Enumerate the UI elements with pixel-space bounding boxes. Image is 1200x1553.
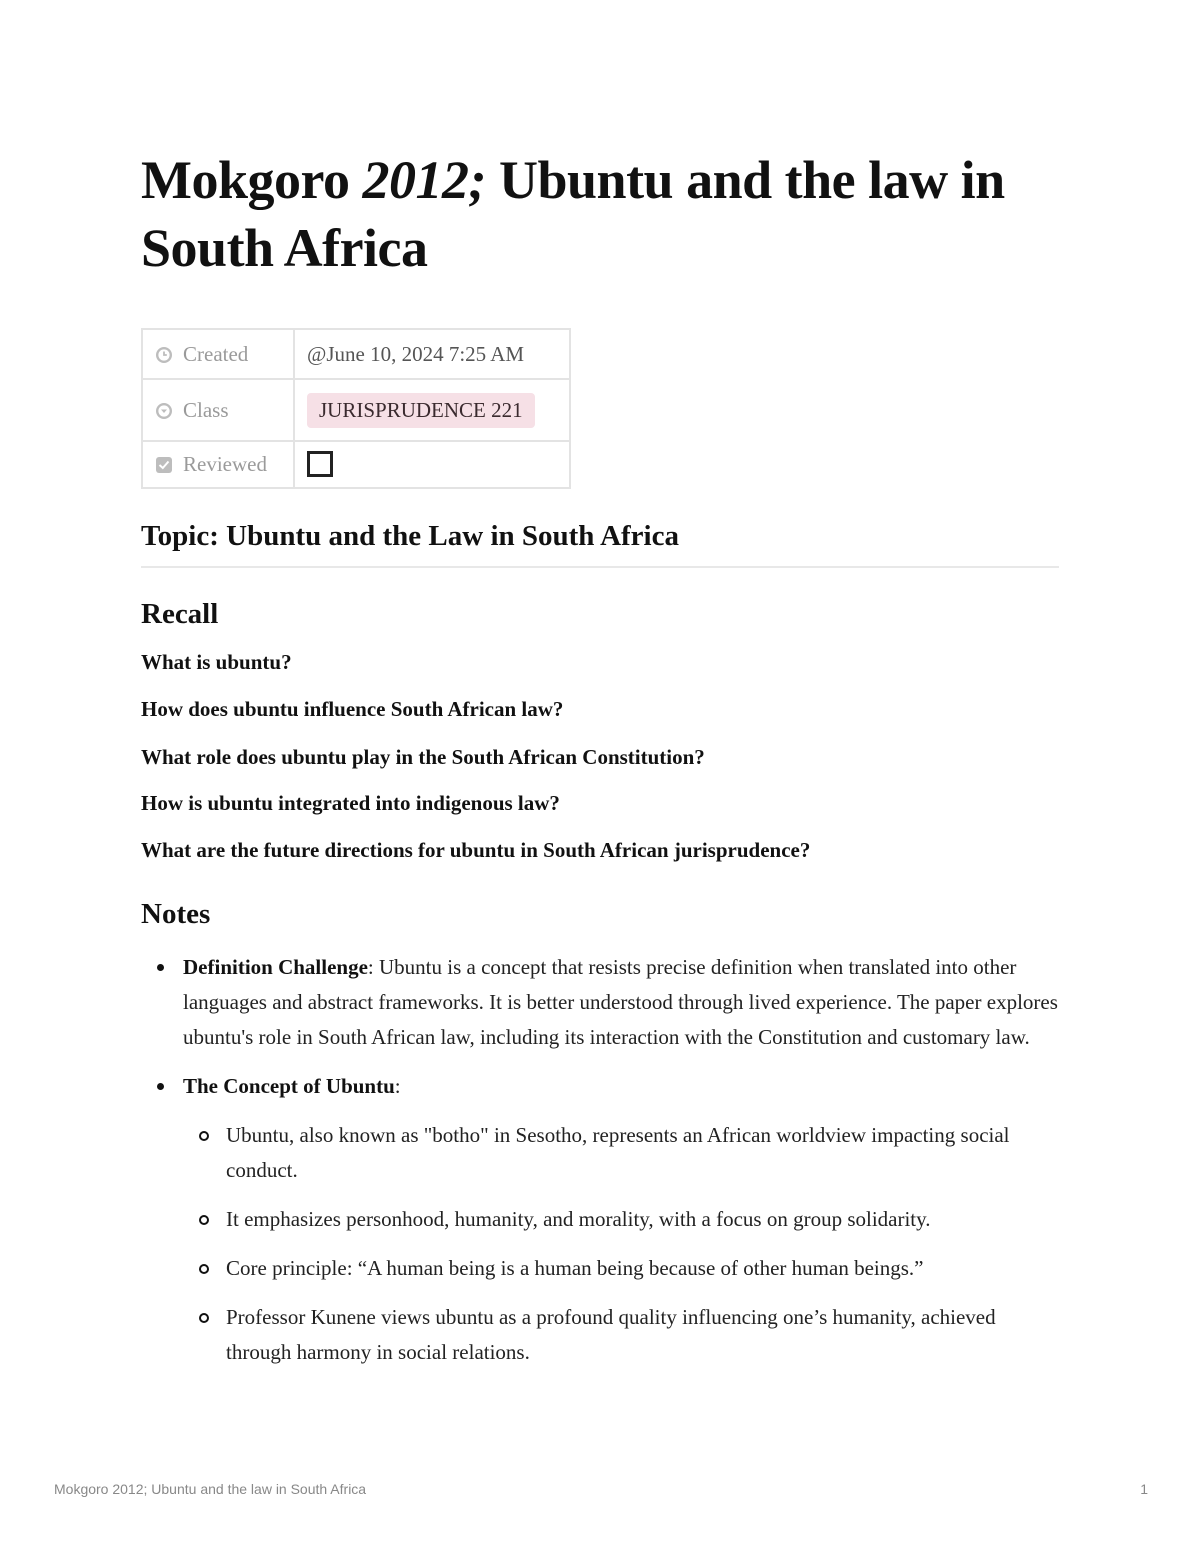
property-value-class[interactable] xyxy=(294,379,570,441)
select-icon xyxy=(155,402,173,420)
bullet-icon xyxy=(157,964,164,971)
recall-question: What role does ubuntu play in the South African Constitution? xyxy=(141,745,705,769)
page-number: 1 xyxy=(1140,1481,1148,1497)
hollow-bullet-icon xyxy=(199,1131,209,1141)
list-item xyxy=(141,1069,1059,1104)
bullet-icon xyxy=(157,1083,164,1090)
note-text: : xyxy=(394,1074,401,1098)
recall-question: How does ubuntu influence South African law? xyxy=(141,697,564,721)
footer-title: Mokgoro 2012; Ubuntu and the law in South Africa xyxy=(54,1481,367,1497)
sub-item-text: Ubuntu, also known as "botho" in Sesotho, represents an African worldview impacting social conduct. xyxy=(226,1123,1010,1182)
notes-heading: Notes xyxy=(141,898,211,930)
property-value-reviewed xyxy=(294,441,570,488)
property-key-class xyxy=(142,379,294,441)
sub-list-item xyxy=(141,1251,1059,1286)
recall-question: What is ubuntu? xyxy=(141,650,292,674)
note-text: : Ubuntu is a concept that resists precise definition when translated into other languages and abstract frameworks. It is better understood through lived experience. The paper explores ubuntu's role in South African law, including its interaction with the Constitution and customary law. xyxy=(183,955,1058,1049)
class-tag[interactable]: JURISPRUDENCE 221 xyxy=(307,393,535,428)
property-row-created xyxy=(142,329,570,379)
sub-list xyxy=(141,1118,1059,1370)
notes-list xyxy=(141,950,1059,1384)
sub-list-item xyxy=(141,1202,1059,1237)
note-term: Definition Challenge xyxy=(183,955,368,979)
title-part-2: Ubuntu and the law in South Africa xyxy=(141,150,1005,278)
property-value-created[interactable]: @June 10, 2024 7:25 AM xyxy=(294,329,570,379)
hollow-bullet-icon xyxy=(199,1264,209,1274)
recall-question: How is ubuntu integrated into indigenous law? xyxy=(141,791,560,815)
sub-list-item xyxy=(141,1300,1059,1370)
sub-item-text: Core principle: “A human being is a human being because of other human beings.” xyxy=(226,1256,924,1280)
property-key-reviewed xyxy=(142,441,294,488)
property-row-reviewed xyxy=(142,441,570,488)
property-row-class xyxy=(142,379,570,441)
sub-list-item xyxy=(141,1118,1059,1188)
clock-icon xyxy=(155,346,173,364)
property-label-reviewed: Reviewed xyxy=(183,452,267,476)
property-label-created: Created xyxy=(183,341,249,366)
checkbox-icon xyxy=(155,456,173,474)
list-item xyxy=(141,950,1059,1055)
page-title xyxy=(141,146,1059,282)
title-part-1: Mokgoro xyxy=(141,150,363,210)
note-term: The Concept of Ubuntu xyxy=(183,1074,395,1098)
properties-table xyxy=(141,328,571,489)
sub-item-text: Professor Kunene views ubuntu as a profound quality influencing one’s humanity, achieved through harmony in social relations. xyxy=(226,1305,996,1364)
title-year: 2012; xyxy=(362,150,486,210)
property-label-class: Class xyxy=(183,397,229,422)
reviewed-checkbox[interactable] xyxy=(307,451,333,477)
hollow-bullet-icon xyxy=(199,1313,209,1323)
topic-heading: Topic: Ubuntu and the Law in South Africa xyxy=(141,520,1059,568)
recall-question: What are the future directions for ubuntu in South African jurisprudence? xyxy=(141,838,811,862)
sub-item-text: It emphasizes personhood, humanity, and morality, with a focus on group solidarity. xyxy=(226,1207,931,1231)
hollow-bullet-icon xyxy=(199,1215,209,1225)
recall-heading: Recall xyxy=(141,598,219,630)
property-key-created xyxy=(142,329,294,379)
